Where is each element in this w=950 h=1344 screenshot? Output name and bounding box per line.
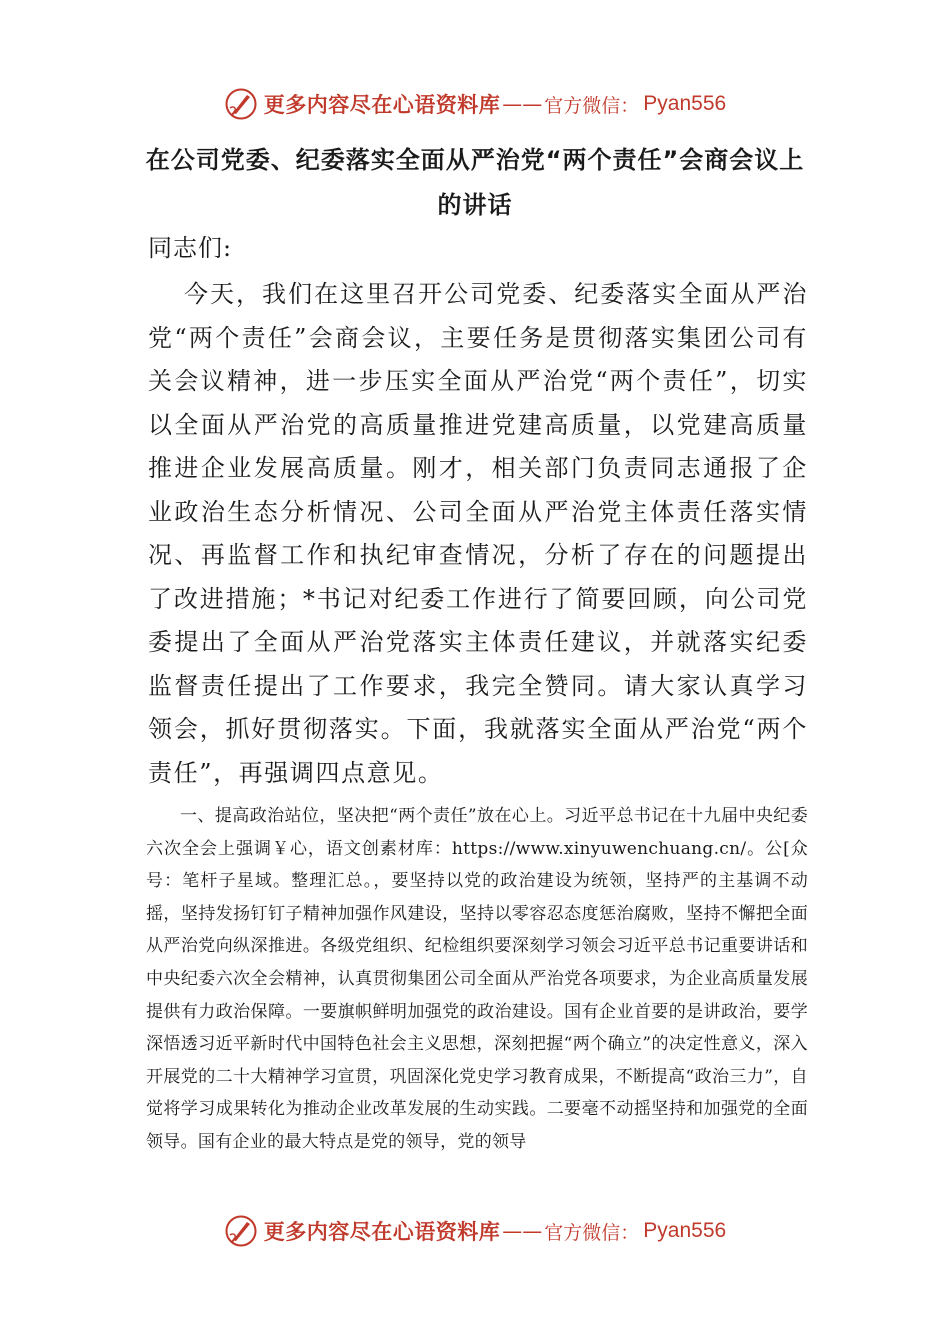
banner-contact-id: Pyan556: [643, 92, 727, 115]
header-banner: [0, 84, 950, 124]
salutation: 同志们:: [148, 234, 233, 262]
section-one-paragraph: 一、提高政治站位，坚决把“两个责任”放在心上。习近平总书记在十九届中央纪委六次全会上强调￥心，语文创素材库：https://www.xinyuwenchuang.cn/。公[众号：笔杆子星域。整理汇总。，要坚持以党的政治建设为统领，坚持严的主基调不动摇，坚持发扬钉钉子精神加强作风建设，坚持以零容忍态度惩治腐败，坚持不懈把全面从严治党向纵深推进。各级党组织、纪检组织要深刻学习领会习近平总书记重要讲话和中央纪委六次全会精神，认真贯彻集团公司全面从严治党各项要求，为企业高质量发展提供有力政治保障。一要旗帜鲜明加强党的政治建设。国有企业首要的是讲政治，要学深悟透习近平新时代中国特色社会主义思想，深刻把握“两个确立”的决定性意义，深入开展党的二十大精神学习宣贯，巩固深化党史学习教育成果，不断提高“政治三力”，自觉将学习成果转化为推动企业改革发展的生动实践。二要毫不动摇坚持和加强党的全面领导。国有企业的最大特点是党的领导，党的领导: [146, 806, 808, 1152]
quill-pen-icon: [224, 87, 258, 121]
banner-slogan: 更多内容尽在心语资料库: [263, 1219, 501, 1244]
opening-paragraph: 今天，我们在这里召开公司党委、纪委落实全面从严治党“两个责任”会商会议，主要任务是贯彻落实集团公司有关会议精神，进一步压实全面从严治党“两个责任”，切实以全面从严治党的高质量推进党建高质量，以党建高质量推进企业发展高质量。刚才，相关部门负责同志通报了企业政治生态分析情况、公司全面从严治党主体责任落实情况、再监督工作和执纪审查情况，分析了存在的问题提出了改进措施；*书记对纪委工作进行了简要回顾，向公司党委提出了全面从严治党落实主体责任建议，并就落实纪委监督责任提出了工作要求，我完全赞同。请大家认真学习领会，抓好贯彻落实。下面，我就落实全面从严治党“两个责任”，再强调四点意见。: [148, 280, 808, 787]
banner-contact-label: 官方微信：: [544, 94, 640, 117]
banner-slogan: 更多内容尽在心语资料库: [263, 92, 501, 117]
banner-separator: ——: [502, 1219, 543, 1243]
banner-separator: ——: [502, 92, 543, 116]
document-title: 在公司党委、纪委落实全面从严治党“两个责任”会商会议上的讲话: [145, 146, 805, 219]
banner-contact-id: Pyan556: [643, 1219, 727, 1242]
banner-contact-label: 官方微信：: [544, 1221, 640, 1244]
quill-pen-icon: [224, 1214, 258, 1248]
footer-banner: [0, 1211, 950, 1251]
